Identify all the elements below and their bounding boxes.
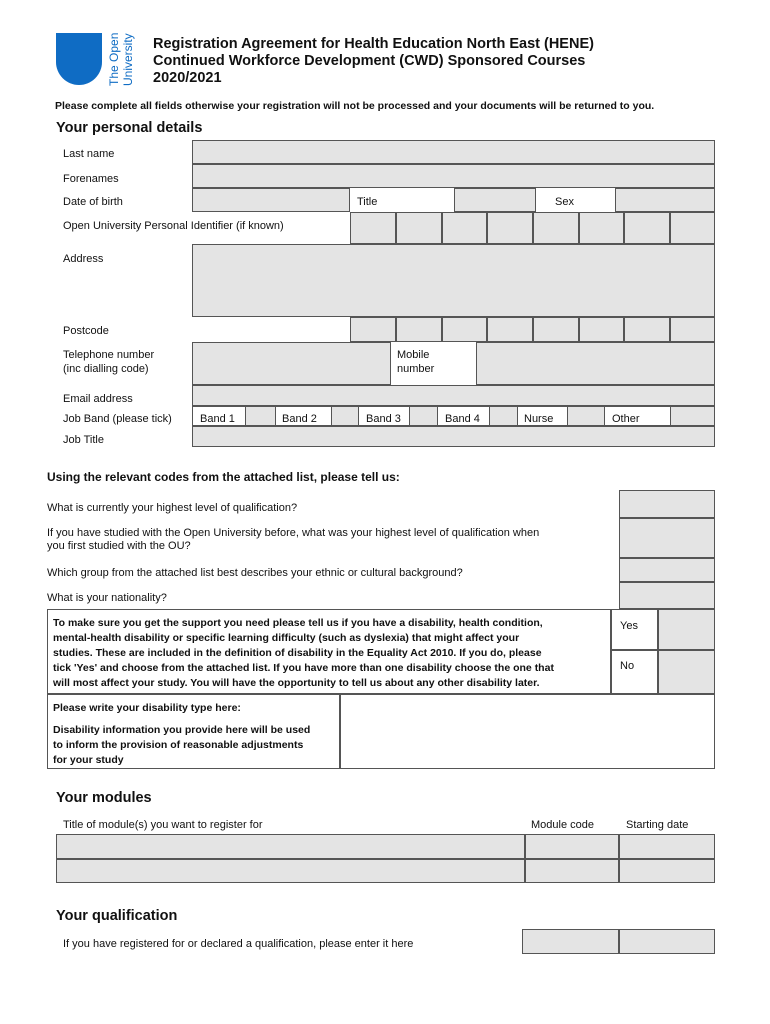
disability-type-text: to inform the provision of reasonable adjustments <box>53 739 304 751</box>
postcode-char-box[interactable] <box>670 317 715 342</box>
postcode-char-box[interactable] <box>533 317 579 342</box>
band-4-checkbox[interactable] <box>489 406 518 426</box>
qualification-heading: Your qualification <box>56 908 178 924</box>
svg-text:University: University <box>121 33 135 86</box>
starting-date-field[interactable] <box>619 859 715 883</box>
mobile-label-line1: Mobile <box>397 349 430 361</box>
nurse-checkbox[interactable] <box>567 406 605 426</box>
pi-digit-box[interactable] <box>624 212 670 244</box>
band-1-label: Band 1 <box>200 413 235 425</box>
telephone-label-line1: Telephone number <box>63 349 155 361</box>
nationality-code-field[interactable] <box>619 582 715 609</box>
disability-text-line: will most affect your study. You will have the opportunity to tell us about any other disability later. <box>53 677 540 689</box>
starting-date-col: Starting date <box>626 819 689 831</box>
pi-digit-box[interactable] <box>533 212 579 244</box>
module-code-field[interactable] <box>525 859 619 883</box>
disability-no-checkbox[interactable] <box>658 650 715 694</box>
postcode-char-box[interactable] <box>396 317 442 342</box>
pi-digit-box[interactable] <box>396 212 442 244</box>
no-label-cell <box>611 650 658 694</box>
last-name-field[interactable] <box>192 140 715 164</box>
qualification-instruction: If you have registered for or declared a qualification, please enter it here <box>63 938 414 950</box>
mobile-field[interactable] <box>476 342 715 385</box>
ethnic-code-field[interactable] <box>619 558 715 582</box>
band-4-label: Band 4 <box>445 413 480 425</box>
ou-qualification-code-field[interactable] <box>619 518 715 558</box>
email-field[interactable] <box>192 385 715 406</box>
forenames-label: Forenames <box>63 173 119 185</box>
module-title-field[interactable] <box>56 834 525 859</box>
other-label: Other <box>612 413 640 425</box>
disability-type-text: for your study <box>53 754 124 766</box>
nurse-label: Nurse <box>524 413 554 425</box>
title-label: Title <box>357 196 378 208</box>
module-code-col: Module code <box>531 819 594 831</box>
postcode-char-box[interactable] <box>487 317 533 342</box>
highest-qualification-code-field[interactable] <box>619 490 715 518</box>
band-2-label: Band 2 <box>282 413 317 425</box>
disability-type-field[interactable] <box>340 694 715 769</box>
form-title-line3: 2020/2021 <box>153 70 222 86</box>
open-university-logo-text <box>104 32 140 88</box>
band-1-checkbox[interactable] <box>245 406 276 426</box>
disability-yes-checkbox[interactable] <box>658 609 715 650</box>
address-field[interactable] <box>192 244 715 317</box>
sex-label: Sex <box>555 196 574 208</box>
disability-text-line: To make sure you get the support you need please tell us if you have a disability, health condition, <box>53 617 543 629</box>
disability-text-line: studies. These are included in the definition of disability in the Equality Act 2010. If you do, please <box>53 647 542 659</box>
disability-type-text: Disability information you provide here will be used <box>53 724 311 736</box>
q-highest-label: What is currently your highest level of qualification? <box>47 502 298 514</box>
address-label: Address <box>63 253 104 265</box>
pi-digit-box[interactable] <box>579 212 624 244</box>
personal-details-heading: Your personal details <box>56 120 203 136</box>
starting-date-field[interactable] <box>619 834 715 859</box>
form-title-line2: Continued Workforce Development (CWD) Sponsored Courses <box>153 53 586 69</box>
band-2-checkbox[interactable] <box>331 406 359 426</box>
open-university-logo <box>56 33 102 85</box>
band-3-label: Band 3 <box>366 413 401 425</box>
disability-text-line: tick 'Yes' and choose from the attached list. If you have more than one disability choose the one that <box>53 662 554 674</box>
q-nationality-label: What is your nationality? <box>47 592 167 604</box>
postcode-label: Postcode <box>63 325 109 337</box>
mobile-label-line2: number <box>397 363 435 375</box>
q-ou-label-line1: If you have studied with the Open University before, what was your highest level of qualification when <box>47 527 540 539</box>
codes-heading: Using the relevant codes from the attached list, please tell us: <box>47 470 400 484</box>
job-band-label: Job Band (please tick) <box>63 413 172 425</box>
pi-digit-box[interactable] <box>487 212 533 244</box>
pi-digit-box[interactable] <box>670 212 715 244</box>
postcode-char-box[interactable] <box>624 317 670 342</box>
postcode-char-box[interactable] <box>442 317 487 342</box>
job-title-label: Job Title <box>63 434 104 446</box>
disability-type-text: Please write your disability type here: <box>53 702 241 714</box>
postcode-char-box[interactable] <box>350 317 396 342</box>
yes-label: Yes <box>620 620 638 632</box>
telephone-label-line2: (inc dialling code) <box>63 363 149 375</box>
title-field[interactable] <box>454 188 536 212</box>
qualification-code-field[interactable] <box>522 929 619 954</box>
email-label: Email address <box>63 393 133 405</box>
last-name-label: Last name <box>63 148 115 160</box>
module-title-col: Title of module(s) you want to register for <box>63 819 263 831</box>
q-ou-label-line2: you first studied with the OU? <box>47 540 191 552</box>
form-instruction: Please complete all fields otherwise your registration will not be processed and your documents will be returned to you. <box>55 100 655 112</box>
telephone-field[interactable] <box>192 342 391 385</box>
forenames-field[interactable] <box>192 164 715 188</box>
module-code-field[interactable] <box>525 834 619 859</box>
dob-label: Date of birth <box>63 196 123 208</box>
sex-field[interactable] <box>615 188 715 212</box>
job-title-field[interactable] <box>192 426 715 447</box>
pi-digit-box[interactable] <box>350 212 396 244</box>
modules-heading: Your modules <box>56 790 152 806</box>
disability-text-line: mental-health disability or specific learning difficulty (such as dyslexia) that might affect your <box>53 632 520 644</box>
postcode-char-box[interactable] <box>579 317 624 342</box>
pi-digit-box[interactable] <box>442 212 487 244</box>
band-3-checkbox[interactable] <box>409 406 438 426</box>
form-title-line1: Registration Agreement for Health Education North East (HENE) <box>153 36 594 52</box>
q-ethnic-label: Which group from the attached list best describes your ethnic or cultural background? <box>47 567 463 579</box>
other-checkbox[interactable] <box>670 406 715 426</box>
module-title-field[interactable] <box>56 859 525 883</box>
dob-field[interactable] <box>192 188 350 212</box>
no-label: No <box>620 660 635 672</box>
svg-text:The Open: The Open <box>107 32 121 86</box>
qualification-title-field[interactable] <box>619 929 715 954</box>
pi-label: Open University Personal Identifier (if known) <box>63 220 284 232</box>
